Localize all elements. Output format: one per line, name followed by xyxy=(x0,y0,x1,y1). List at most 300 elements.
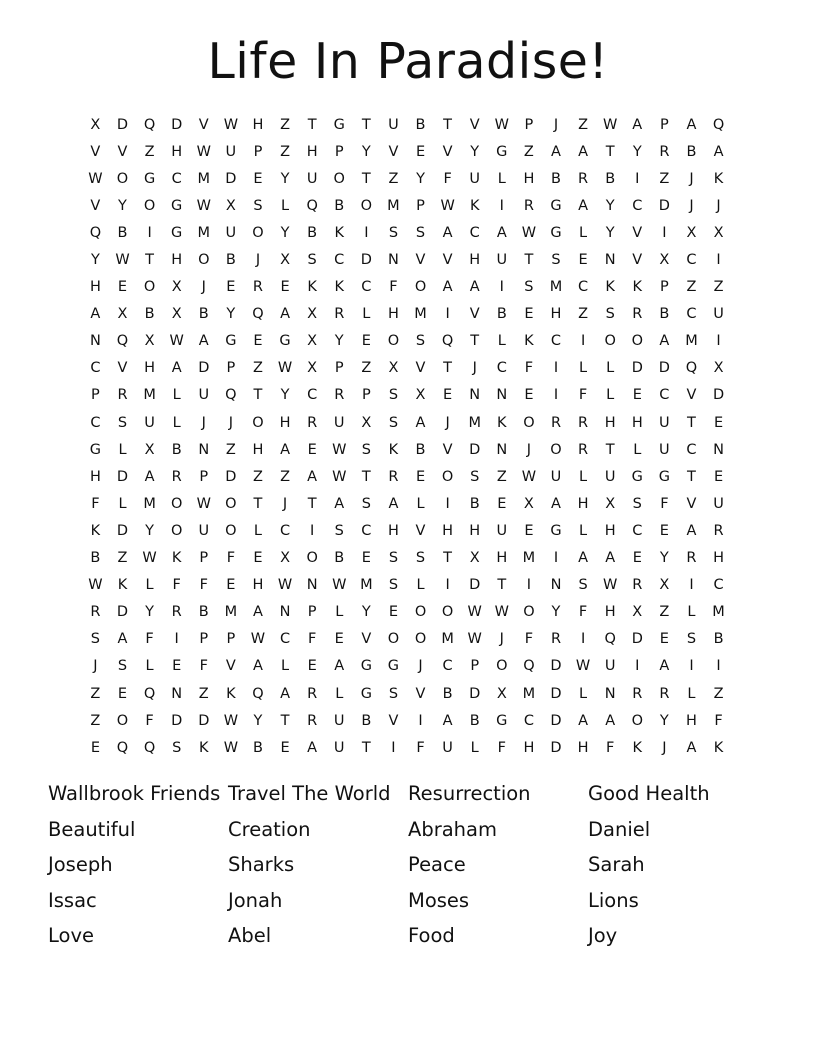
grid-letter: X xyxy=(171,279,182,296)
grid-letter: D xyxy=(116,468,129,485)
grid-letter: H xyxy=(89,279,102,296)
grid-letter: G xyxy=(360,658,373,675)
grid-letter: K xyxy=(199,739,209,756)
grid-letter: K xyxy=(713,170,724,187)
grid-letter: A xyxy=(551,495,562,512)
grid-letter: I xyxy=(364,224,369,241)
grid-letter: V xyxy=(469,116,480,133)
grid-letter: W xyxy=(196,197,212,214)
grid-letter: G xyxy=(550,224,562,241)
word-list-item: Moses xyxy=(408,888,470,912)
grid-letter: O xyxy=(523,414,535,431)
grid-letter: A xyxy=(280,306,291,323)
grid-letter: B xyxy=(469,495,480,512)
grid-letter: C xyxy=(279,631,291,648)
grid-letter: T xyxy=(443,116,453,133)
grid-letter: O xyxy=(414,604,427,621)
grid-letter: Z xyxy=(713,685,724,702)
grid-letter: J xyxy=(282,495,288,512)
grid-letter: S xyxy=(686,631,697,648)
grid-letter: R xyxy=(334,306,345,323)
grid-letter: S xyxy=(605,306,616,323)
grid-letter: S xyxy=(578,577,588,594)
grid-letter: L xyxy=(606,387,615,404)
grid-letter: V xyxy=(415,252,426,269)
grid-letter: B xyxy=(198,604,210,621)
grid-letter: J xyxy=(93,658,98,675)
grid-letter: A xyxy=(578,550,589,567)
grid-letter: N xyxy=(550,577,562,594)
grid-letter: L xyxy=(416,495,425,512)
grid-letter: D xyxy=(712,387,725,404)
grid-letter: C xyxy=(578,279,589,296)
grid-letter: H xyxy=(171,143,183,160)
grid-letter: R xyxy=(632,306,643,323)
grid-letter: E xyxy=(443,387,453,404)
grid-letter: P xyxy=(91,387,101,404)
grid-letter: S xyxy=(551,252,561,269)
grid-letter: Q xyxy=(604,631,617,648)
grid-letter: J xyxy=(255,252,261,269)
grid-letter: T xyxy=(307,116,317,133)
grid-letter: O xyxy=(631,712,644,729)
grid-letter: O xyxy=(225,522,237,539)
grid-letter: I xyxy=(310,522,315,539)
grid-letter: O xyxy=(306,550,319,567)
grid-letter: Y xyxy=(659,712,670,729)
grid-letter: Z xyxy=(578,116,589,133)
grid-letter: R xyxy=(307,414,318,431)
grid-letter: E xyxy=(117,279,128,296)
grid-letter: L xyxy=(335,685,344,702)
grid-letter: K xyxy=(117,577,128,594)
grid-letter: Z xyxy=(280,468,291,485)
grid-letter: A xyxy=(659,658,670,675)
grid-letter: L xyxy=(579,224,588,241)
grid-letter: S xyxy=(172,739,182,756)
grid-letter: K xyxy=(226,685,236,702)
grid-letter: S xyxy=(90,631,101,648)
grid-letter: W xyxy=(250,631,266,648)
grid-letter: R xyxy=(388,468,399,485)
grid-letter: C xyxy=(307,387,318,404)
grid-letter: J xyxy=(228,414,234,431)
grid-letter: T xyxy=(443,360,453,377)
grid-letter: B xyxy=(415,116,426,133)
grid-letter: X xyxy=(632,604,643,621)
grid-letter: Y xyxy=(659,550,670,567)
grid-letter: R xyxy=(550,631,562,648)
grid-letter: W xyxy=(277,360,293,377)
grid-letter: L xyxy=(470,739,480,756)
grid-letter: O xyxy=(441,604,454,621)
grid-letter: T xyxy=(307,495,317,512)
grid-letter: P xyxy=(307,604,317,621)
grid-letter: G xyxy=(143,170,156,187)
grid-letter: E xyxy=(334,631,345,648)
grid-letter: C xyxy=(686,252,697,269)
grid-letter: Z xyxy=(496,468,508,485)
grid-letter: K xyxy=(632,739,643,756)
grid-letter: C xyxy=(171,170,183,187)
word-list-item: Good Health xyxy=(588,782,710,805)
grid-letter: V xyxy=(442,441,453,458)
grid-letter: C xyxy=(659,387,670,404)
grid-letter: W xyxy=(223,712,239,729)
grid-letter: B xyxy=(415,441,426,458)
grid-letter: V xyxy=(415,685,426,702)
grid-letter: O xyxy=(523,604,535,621)
grid-letter: J xyxy=(526,441,532,458)
grid-letter: I xyxy=(526,577,532,594)
grid-letter: J xyxy=(445,414,451,431)
grid-letter: Y xyxy=(145,604,155,621)
grid-letter: W xyxy=(142,550,158,567)
grid-letter: O xyxy=(252,414,264,431)
grid-letter: G xyxy=(171,197,183,214)
grid-letter: U xyxy=(144,414,156,431)
grid-letter: K xyxy=(307,279,318,296)
grid-letter: Y xyxy=(145,522,155,539)
grid-letter: C xyxy=(361,279,372,296)
grid-letter: J xyxy=(201,279,207,296)
grid-letter: X xyxy=(659,252,670,269)
grid-letter: R xyxy=(523,197,535,214)
grid-letter: D xyxy=(658,360,671,377)
grid-letter: A xyxy=(578,712,589,729)
grid-letter: H xyxy=(469,252,481,269)
grid-letter: H xyxy=(604,522,616,539)
grid-letter: S xyxy=(415,550,426,567)
grid-letter: X xyxy=(225,197,237,214)
grid-letter: T xyxy=(687,468,697,485)
word-list-item: Resurrection xyxy=(408,782,531,805)
word-list xyxy=(48,776,768,954)
grid-letter: W xyxy=(332,577,347,594)
grid-letter: B xyxy=(659,306,670,323)
grid-letter: C xyxy=(550,333,562,350)
grid-letter: S xyxy=(253,197,263,214)
grid-letter: M xyxy=(387,197,400,214)
grid-letter: F xyxy=(578,387,588,404)
grid-letter: W xyxy=(223,116,239,133)
grid-letter: I xyxy=(553,387,559,404)
grid-letter: U xyxy=(713,306,725,323)
grid-letter: Y xyxy=(334,333,344,350)
grid-letter: T xyxy=(361,468,372,485)
grid-letter: E xyxy=(524,522,534,539)
grid-letter: T xyxy=(524,252,534,269)
grid-letter: S xyxy=(388,685,399,702)
grid-letter: E xyxy=(578,252,588,269)
grid-letter: K xyxy=(632,279,643,296)
grid-letter: S xyxy=(361,441,372,458)
grid-letter: I xyxy=(391,739,396,756)
grid-letter: S xyxy=(361,495,372,512)
grid-letter: F xyxy=(199,577,209,594)
grid-letter: K xyxy=(90,522,101,539)
grid-letter: R xyxy=(334,387,345,404)
grid-letter: S xyxy=(388,387,399,404)
grid-letter: L xyxy=(579,685,588,702)
grid-letter: B xyxy=(225,252,237,269)
grid-letter: T xyxy=(280,712,290,729)
grid-letter: A xyxy=(686,739,697,756)
grid-letter: Q xyxy=(143,116,156,133)
grid-letter: N xyxy=(469,387,481,404)
grid-letter: Y xyxy=(416,170,426,187)
grid-letter: C xyxy=(632,197,643,214)
grid-letter: K xyxy=(171,550,182,567)
grid-letter: T xyxy=(687,414,697,431)
grid-letter: U xyxy=(225,224,237,241)
grid-letter: T xyxy=(145,252,155,269)
grid-letter: B xyxy=(469,712,480,729)
grid-letter: I xyxy=(689,577,694,594)
grid-letter: H xyxy=(144,360,156,377)
grid-letter: Y xyxy=(280,387,290,404)
grid-letter: E xyxy=(659,522,670,539)
grid-letter: K xyxy=(334,224,345,241)
grid-letter: D xyxy=(225,170,237,187)
grid-letter: U xyxy=(306,170,318,187)
grid-letter: D xyxy=(550,658,562,675)
grid-letter: V xyxy=(90,197,101,214)
grid-letter: H xyxy=(496,550,508,567)
grid-letter: C xyxy=(713,577,724,594)
grid-letter: T xyxy=(361,739,372,756)
grid-letter: O xyxy=(143,279,156,296)
grid-letter: Q xyxy=(252,306,264,323)
grid-letter: I xyxy=(580,631,586,648)
grid-letter: U xyxy=(333,739,345,756)
word-list-item: Food xyxy=(408,924,455,948)
grid-letter: R xyxy=(578,414,589,431)
grid-letter: Z xyxy=(388,170,399,187)
grid-letter: L xyxy=(579,468,588,485)
grid-letter: B xyxy=(361,712,372,729)
grid-letter: E xyxy=(388,604,399,621)
grid-letter: E xyxy=(172,658,182,675)
grid-letter: I xyxy=(445,577,451,594)
grid-letter: W xyxy=(115,252,130,269)
grid-letter: G xyxy=(496,712,508,729)
grid-letter: B xyxy=(144,306,155,323)
grid-letter: Q xyxy=(523,658,535,675)
grid-letter: L xyxy=(145,577,154,594)
grid-letter: E xyxy=(307,441,318,458)
grid-letter: Y xyxy=(253,712,263,729)
grid-letter: Y xyxy=(632,143,642,160)
grid-letter: X xyxy=(713,224,724,241)
grid-letter: A xyxy=(469,279,480,296)
grid-letter: N xyxy=(89,333,102,350)
grid-letter: D xyxy=(198,712,210,729)
grid-letter: Q xyxy=(89,224,102,241)
grid-letter: K xyxy=(334,279,345,296)
grid-letter: N xyxy=(388,252,400,269)
word-list-item: Daniel xyxy=(588,817,651,841)
grid-letter: P xyxy=(416,197,426,214)
grid-letter: F xyxy=(714,712,724,729)
grid-letter: S xyxy=(415,333,426,350)
grid-letter: P xyxy=(659,116,670,133)
grid-letter: V xyxy=(198,116,210,133)
grid-letter: B xyxy=(713,631,724,648)
grid-letter: E xyxy=(713,468,724,485)
grid-letter: F xyxy=(307,631,317,648)
grid-letter: E xyxy=(659,631,670,648)
grid-letter: R xyxy=(659,685,670,702)
grid-letter: Z xyxy=(144,143,155,160)
grid-letter: I xyxy=(635,170,640,187)
grid-letter: I xyxy=(553,550,559,567)
grid-letter: W xyxy=(169,333,185,350)
grid-letter: L xyxy=(281,658,290,675)
grid-letter: O xyxy=(116,712,129,729)
grid-letter: X xyxy=(415,387,426,404)
grid-letter: F xyxy=(497,739,507,756)
grid-letter: O xyxy=(170,522,183,539)
grid-letter: E xyxy=(226,279,236,296)
grid-letter: U xyxy=(333,712,345,729)
grid-letter: E xyxy=(632,387,643,404)
grid-letter: C xyxy=(90,414,101,431)
grid-letter: U xyxy=(198,522,210,539)
grid-letter: A xyxy=(605,712,616,729)
grid-letter: Q xyxy=(225,387,237,404)
grid-letter: W xyxy=(223,739,239,756)
grid-letter: S xyxy=(334,522,345,539)
grid-letter: A xyxy=(713,143,724,160)
grid-letter: O xyxy=(387,333,400,350)
grid-letter: I xyxy=(174,631,180,648)
grid-letter: A xyxy=(442,224,453,241)
grid-letter: U xyxy=(496,522,508,539)
grid-letter: K xyxy=(388,441,399,458)
grid-letter: I xyxy=(553,360,559,377)
grid-letter: V xyxy=(117,360,128,377)
grid-letter: U xyxy=(496,252,508,269)
grid-letter: Y xyxy=(118,197,128,214)
word-list-item: Travel The World xyxy=(228,782,391,805)
word-list-item: Wallbrook Friends xyxy=(48,782,221,805)
grid-letter: B xyxy=(496,306,508,323)
grid-letter: V xyxy=(632,224,643,241)
grid-letter: A xyxy=(605,550,616,567)
grid-letter: A xyxy=(334,658,345,675)
grid-letter: E xyxy=(415,143,426,160)
grid-letter: I xyxy=(445,495,451,512)
grid-letter: R xyxy=(252,279,264,296)
grid-letter: P xyxy=(470,658,480,675)
grid-letter: Z xyxy=(90,685,101,702)
grid-letter: U xyxy=(659,414,670,431)
grid-letter: V xyxy=(388,712,399,729)
grid-letter: W xyxy=(196,495,212,512)
grid-letter: E xyxy=(280,279,290,296)
grid-letter: I xyxy=(499,197,505,214)
grid-letter: S xyxy=(470,468,480,485)
grid-letter: R xyxy=(117,387,128,404)
grid-letter: Z xyxy=(361,360,372,377)
grid-letter: X xyxy=(144,441,155,458)
grid-letter: D xyxy=(171,116,183,133)
grid-letter: B xyxy=(686,143,697,160)
grid-letter: J xyxy=(689,170,694,187)
grid-letter: V xyxy=(686,387,697,404)
grid-letter: L xyxy=(118,441,127,458)
grid-letter: T xyxy=(253,387,263,404)
grid-letter: C xyxy=(496,360,508,377)
grid-letter: R xyxy=(632,577,643,594)
grid-letter: E xyxy=(361,550,372,567)
grid-letter: D xyxy=(116,604,129,621)
grid-letter: C xyxy=(469,224,481,241)
grid-letter: I xyxy=(147,224,153,241)
grid-letter: X xyxy=(280,252,291,269)
grid-letter: B xyxy=(171,441,182,458)
grid-letter: Z xyxy=(198,685,210,702)
grid-letter: T xyxy=(361,170,372,187)
grid-letter: A xyxy=(307,739,318,756)
grid-letter: W xyxy=(575,658,591,675)
grid-letter: D xyxy=(469,685,481,702)
letter-grid xyxy=(82,111,732,761)
grid-letter: O xyxy=(631,333,644,350)
grid-letter: P xyxy=(199,631,209,648)
grid-letter: X xyxy=(307,306,318,323)
grid-letter: X xyxy=(713,360,724,377)
grid-letter: O xyxy=(252,224,264,241)
grid-letter: K xyxy=(605,279,616,296)
grid-letter: S xyxy=(307,252,318,269)
grid-letter: W xyxy=(467,604,483,621)
grid-letter: Y xyxy=(280,170,290,187)
grid-letter: H xyxy=(252,116,264,133)
grid-letter: D xyxy=(631,631,644,648)
grid-letter: A xyxy=(90,306,101,323)
grid-letter: M xyxy=(197,170,211,187)
grid-letter: B xyxy=(117,224,128,241)
grid-letter: O xyxy=(496,658,508,675)
grid-letter: E xyxy=(415,468,426,485)
grid-letter: P xyxy=(226,631,236,648)
grid-letter: F xyxy=(443,170,453,187)
grid-letter: P xyxy=(361,387,371,404)
word-list-item: Joy xyxy=(588,924,618,948)
grid-letter: U xyxy=(659,441,670,458)
grid-letter: H xyxy=(550,306,562,323)
grid-letter: W xyxy=(88,577,103,594)
grid-letter: X xyxy=(307,333,318,350)
grid-letter: A xyxy=(252,658,264,675)
grid-letter: H xyxy=(306,143,318,160)
grid-letter: O xyxy=(198,252,210,269)
grid-letter: F xyxy=(524,631,534,648)
grid-letter: S xyxy=(388,414,399,431)
grid-letter: D xyxy=(469,577,481,594)
grid-letter: A xyxy=(144,468,155,485)
grid-letter: F xyxy=(226,550,236,567)
grid-letter: O xyxy=(360,197,373,214)
grid-letter: E xyxy=(632,550,643,567)
grid-letter: V xyxy=(686,495,697,512)
grid-letter: O xyxy=(116,170,129,187)
grid-letter: M xyxy=(522,685,536,702)
grid-letter: H xyxy=(523,170,535,187)
grid-letter: A xyxy=(171,360,182,377)
